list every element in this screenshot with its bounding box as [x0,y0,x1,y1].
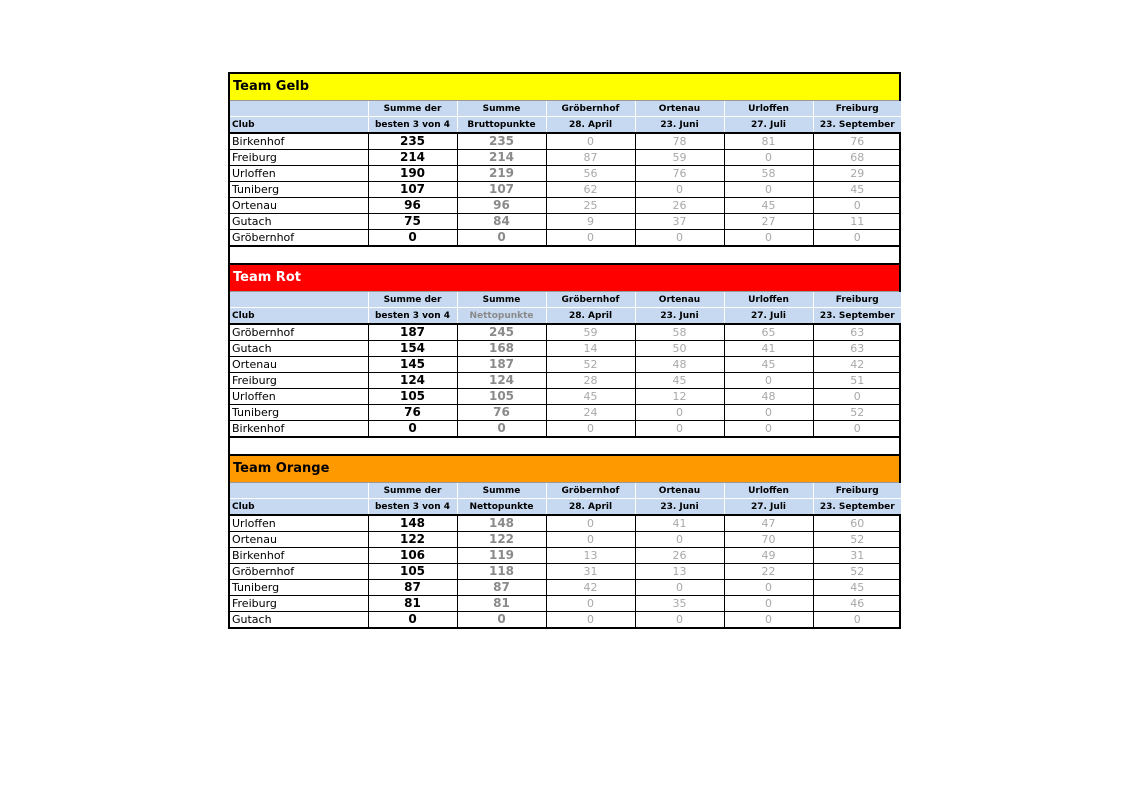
header-cell [230,292,368,308]
best-cell: 0 [368,230,457,246]
header-cell: Summe [457,292,546,308]
event-cell: 0 [635,612,724,628]
best-cell: 106 [368,548,457,564]
header-cell: Freiburg [813,101,901,117]
event-cell: 51 [813,373,901,389]
table-row [230,421,901,437]
event-cell: 0 [724,596,813,612]
table-row [230,564,901,580]
event-cell: 0 [724,373,813,389]
event-cell: 0 [546,421,635,437]
event-cell: 31 [546,564,635,580]
table-row [230,612,901,628]
table-row [230,341,901,357]
best-cell: 190 [368,166,457,182]
header-cell: 27. Juli [724,499,813,516]
event-cell: 59 [546,324,635,341]
header-cell: Club [230,499,368,516]
header-cell: Ortenau [635,292,724,308]
best-cell: 187 [368,324,457,341]
header-cell: Summe [457,483,546,499]
table-row [230,580,901,596]
spacer [230,247,899,265]
event-cell: 13 [546,548,635,564]
event-cell: 0 [635,532,724,548]
table-row [230,389,901,405]
event-cell: 45 [546,389,635,405]
table-row [230,166,901,182]
event-cell: 0 [546,133,635,150]
best-cell: 105 [368,564,457,580]
best-cell: 76 [368,405,457,421]
event-cell: 0 [546,596,635,612]
event-cell: 27 [724,214,813,230]
club-cell: Urloffen [230,166,368,182]
header-cell: Club [230,117,368,134]
sum-cell: 84 [457,214,546,230]
event-cell: 13 [635,564,724,580]
event-cell: 0 [724,230,813,246]
event-cell: 45 [813,182,901,198]
table-row [230,150,901,166]
event-cell: 70 [724,532,813,548]
event-cell: 0 [853,231,861,244]
club-cell: Freiburg [230,596,368,612]
best-cell: 107 [368,182,457,198]
event-cell: 0 [546,230,635,246]
header-cell: besten 3 von 4 [368,499,457,516]
event-cell: 49 [724,548,813,564]
table-row [230,357,901,373]
event-cell: 78 [635,133,724,150]
header-cell: 28. April [546,499,635,516]
event-cell: 50 [635,341,724,357]
event-cell: 52 [546,357,635,373]
event-cell: 76 [635,166,724,182]
best-cell: 0 [368,421,457,437]
team-block-gelb [230,74,899,247]
club-cell: Gröbernhof [230,230,368,246]
best-cell: 214 [368,150,457,166]
event-cell: 0 [853,422,861,435]
event-cell: 0 [724,150,813,166]
club-cell: Gröbernhof [230,564,368,580]
best-cell: 87 [368,580,457,596]
event-cell: 52 [813,564,901,580]
sum-cell: 0 [457,230,546,246]
event-cell: 42 [546,580,635,596]
event-cell: 58 [635,324,724,341]
club-cell: Tuniberg [230,405,368,421]
header-cell: Ortenau [635,483,724,499]
event-cell: 68 [813,150,901,166]
event-cell: 9 [546,214,635,230]
event-cell: 0 [724,580,813,596]
best-cell: 96 [368,198,457,214]
header-cell: Freiburg [813,292,901,308]
header-cell: Summe der [368,483,457,499]
club-cell: Birkenhof [230,133,368,150]
sum-cell: 214 [457,150,546,166]
club-cell: Gutach [230,612,368,628]
event-cell: 60 [813,515,901,532]
header-cell: Nettopunkte [457,499,546,516]
header-cell: Urloffen [724,101,813,117]
event-cell: 0 [635,230,724,246]
event-cell: 62 [546,182,635,198]
club-cell: Ortenau [230,198,368,214]
event-cell: 0 [635,421,724,437]
event-cell: 59 [635,150,724,166]
best-cell: 145 [368,357,457,373]
club-cell: Freiburg [230,373,368,389]
standings-table [230,292,901,436]
event-cell: 52 [813,532,901,548]
best-cell: 235 [368,133,457,150]
header-cell: Ortenau [635,101,724,117]
club-cell: Tuniberg [230,182,368,198]
club-cell: Ortenau [230,532,368,548]
team-title: Team Rot [230,265,899,292]
header-cell [230,101,368,117]
sum-cell: 107 [457,182,546,198]
club-cell: Gutach [230,214,368,230]
event-cell: 22 [724,564,813,580]
table-row [230,596,901,612]
event-cell: 56 [546,166,635,182]
sum-cell: 81 [457,596,546,612]
event-cell: 0 [724,612,813,628]
event-cell: 58 [724,166,813,182]
event-cell: 48 [724,389,813,405]
event-cell: 0 [546,532,635,548]
club-cell: Gutach [230,341,368,357]
header-cell: 23. September [813,117,901,134]
club-cell: Urloffen [230,515,368,532]
table-row [230,405,901,421]
header-cell: 28. April [546,308,635,325]
header-cell: Nettopunkte [457,308,546,325]
header-cell: Summe der [368,292,457,308]
event-cell: 65 [724,324,813,341]
sum-cell: 0 [457,612,546,628]
event-cell: 37 [635,214,724,230]
table-row [230,373,901,389]
best-cell: 105 [368,389,457,405]
event-cell: 45 [724,198,813,214]
header-cell: 27. Juli [724,117,813,134]
team-title: Team Gelb [230,74,899,101]
event-cell: 25 [546,198,635,214]
club-cell: Freiburg [230,150,368,166]
event-cell: 87 [546,150,635,166]
header-cell: 23. Juni [635,308,724,325]
team-title: Team Orange [230,456,899,483]
table-row [230,230,901,246]
sum-cell: 245 [457,324,546,341]
sum-cell: 124 [457,373,546,389]
best-cell: 154 [368,341,457,357]
event-cell: 12 [635,389,724,405]
table-row [230,133,901,150]
event-cell: 47 [724,515,813,532]
header-cell: Bruttopunkte [457,117,546,134]
event-cell: 29 [813,166,901,182]
event-cell: 0 [724,182,813,198]
table-row [230,214,901,230]
club-cell: Urloffen [230,389,368,405]
table-row [230,548,901,564]
event-cell: 0 [635,580,724,596]
table-row [230,182,901,198]
event-cell: 31 [813,548,901,564]
sum-cell: 119 [457,548,546,564]
spacer [230,438,899,456]
event-cell: 26 [635,198,724,214]
header-cell: Gröbernhof [546,101,635,117]
standings-sheet [228,72,901,629]
event-cell: 0 [853,613,861,626]
event-cell: 11 [813,214,901,230]
header-cell: 23. September [813,308,901,325]
event-cell: 28 [546,373,635,389]
header-cell: Urloffen [724,483,813,499]
table-row [230,515,901,532]
standings-table [230,483,901,627]
header-cell: Gröbernhof [546,483,635,499]
team-block-rot [230,265,899,438]
event-cell: 0 [546,612,635,628]
header-cell: besten 3 von 4 [368,117,457,134]
header-cell: Urloffen [724,292,813,308]
club-cell: Birkenhof [230,548,368,564]
header-cell: 28. April [546,117,635,134]
event-cell: 42 [813,357,901,373]
club-cell: Ortenau [230,357,368,373]
header-cell: Club [230,308,368,325]
sum-cell: 76 [457,405,546,421]
sum-cell: 235 [457,133,546,150]
sum-cell: 187 [457,357,546,373]
event-cell: 35 [635,596,724,612]
header-cell: Summe [457,101,546,117]
sum-cell: 168 [457,341,546,357]
best-cell: 75 [368,214,457,230]
sum-cell: 0 [457,421,546,437]
sum-cell: 219 [457,166,546,182]
sum-cell: 96 [457,198,546,214]
event-cell: 41 [724,341,813,357]
event-cell: 0 [813,198,901,214]
table-row [230,198,901,214]
event-cell: 0 [724,421,813,437]
sum-cell: 87 [457,580,546,596]
event-cell: 46 [813,596,901,612]
table-row [230,324,901,341]
event-cell: 0 [546,515,635,532]
club-cell: Tuniberg [230,580,368,596]
best-cell: 0 [368,612,457,628]
event-cell: 52 [813,405,901,421]
event-cell: 45 [635,373,724,389]
best-cell: 81 [368,596,457,612]
header-cell: Gröbernhof [546,292,635,308]
event-cell: 41 [635,515,724,532]
header-cell: 27. Juli [724,308,813,325]
table-row [230,532,901,548]
event-cell: 0 [813,389,901,405]
club-cell: Gröbernhof [230,324,368,341]
header-cell [230,483,368,499]
event-cell: 14 [546,341,635,357]
sum-cell: 148 [457,515,546,532]
team-block-orange [230,456,899,627]
event-cell: 0 [635,405,724,421]
event-cell: 0 [724,405,813,421]
event-cell: 45 [813,580,901,596]
event-cell: 48 [635,357,724,373]
event-cell: 0 [635,182,724,198]
event-cell: 63 [813,324,901,341]
club-cell: Birkenhof [230,421,368,437]
best-cell: 122 [368,532,457,548]
event-cell: 26 [635,548,724,564]
event-cell: 45 [724,357,813,373]
event-cell: 63 [813,341,901,357]
event-cell: 81 [724,133,813,150]
header-cell: 23. Juni [635,117,724,134]
event-cell: 76 [813,133,901,150]
header-cell: 23. Juni [635,499,724,516]
sum-cell: 118 [457,564,546,580]
sum-cell: 122 [457,532,546,548]
header-cell: besten 3 von 4 [368,308,457,325]
header-cell: 23. September [813,499,901,516]
best-cell: 148 [368,515,457,532]
standings-table [230,101,901,245]
event-cell: 24 [546,405,635,421]
header-cell: Freiburg [813,483,901,499]
best-cell: 124 [368,373,457,389]
header-cell: Summe der [368,101,457,117]
sum-cell: 105 [457,389,546,405]
